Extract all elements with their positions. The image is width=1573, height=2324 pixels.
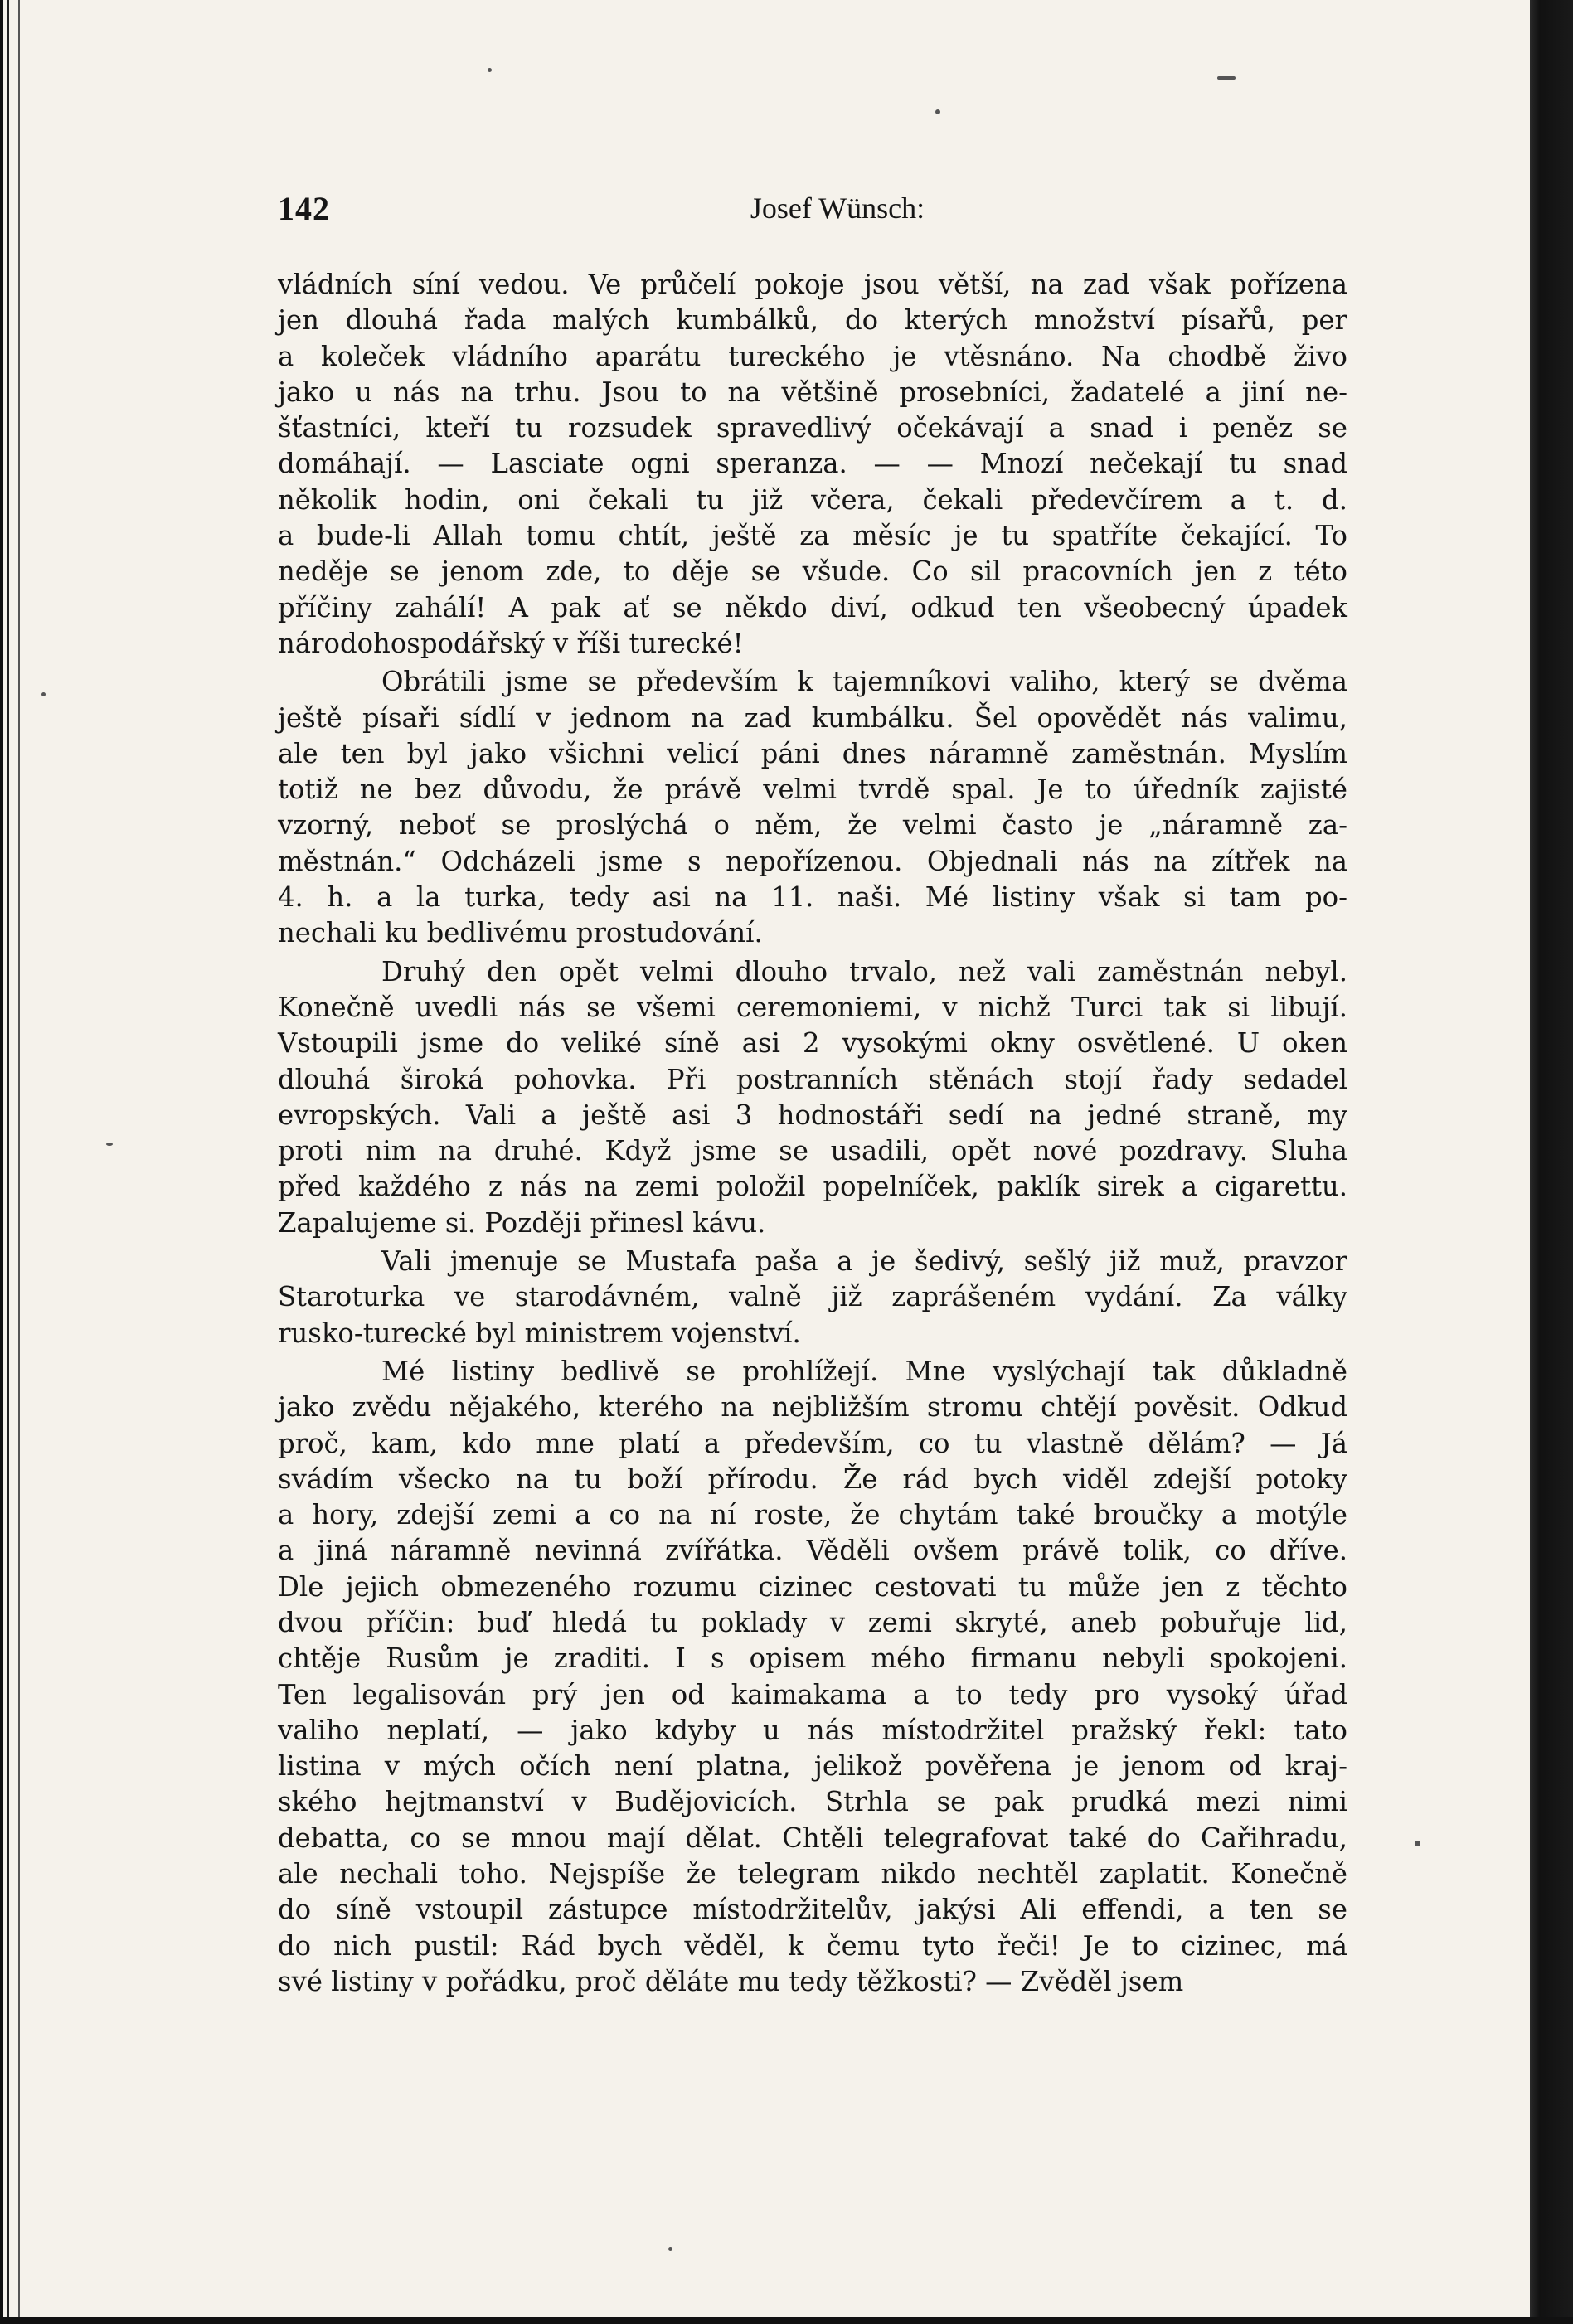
text-line: vládních síní vedou. Ve průčelí pokoje jsou větší, na zad však pořízena [278, 269, 1347, 300]
text-line: Ten legalisován prý jen od kaimakama a to tedy pro vysoký úřad [278, 1678, 1347, 1710]
text-line: vzorný, neboť se proslýchá o něm, že velmi často je „náramně za- [278, 809, 1347, 842]
text-line: chtěje Rusům je zraditi. I s opisem mého firmanu nebyli spokojeni. [278, 1642, 1347, 1675]
text-line: jen dlouhá řada malých kumbálků, do kterých množství písařů, per [278, 304, 1347, 337]
scan-speck [1217, 76, 1236, 80]
scan-speck [668, 2247, 672, 2251]
text-line: proti nim na druhé. Když jsme se usadili, opět nové pozdravy. Sluha [278, 1135, 1347, 1167]
text-line: několik hodin, oni čekali tu již včera, čekali předevčírem a t. d. [278, 483, 1347, 516]
text-line: do nich pustil: Rád bych věděl, k čemu tyto řeči! Je to cizinec, má [278, 1929, 1347, 1962]
text-line: Obrátili jsme se především k tajemníkovi valiho, který se dvěma [381, 666, 1347, 698]
text-line: a hory, zdejší zemi a co na ní roste, že chytám také broučky a motýle [278, 1499, 1347, 1531]
page-number: 142 [278, 190, 330, 227]
text-line: Dle jejich obmezeného rozumu cizinec cestovati tu může jen z těchto [278, 1570, 1347, 1603]
text-line: Druhý den opět velmi dlouho trvalo, než vali zaměstnán nebyl. [381, 955, 1347, 987]
paragraph [278, 267, 1347, 662]
text-line: a koleček vládního aparátu tureckého je vtěsnáno. Na chodbě živo [278, 340, 1347, 372]
text-line: Vstoupili jsme do veliké síně asi 2 vysokými okny osvětlené. U oken [278, 1027, 1347, 1060]
text-line: Mé listiny bedlivě se prohlížejí. Mne vyslýchají tak důkladně [381, 1355, 1347, 1387]
text-line: ského hejtmanství v Budějovicích. Strhla se pak prudká mezi nimi [278, 1786, 1347, 1818]
text-line: neděje se jenom zde, to děje se všude. Co sil pracovních jen z této [278, 556, 1347, 588]
paragraph [278, 954, 1347, 1241]
page-left-edge [0, 0, 13, 2324]
paragraph [278, 1354, 1347, 2000]
scan-speck [935, 109, 940, 114]
text-line: a jiná náramně nevinná zvířátka. Věděli ovšem právě tolik, co dříve. [278, 1535, 1347, 1567]
text-line: nechali ku bedlivému prostudování. [278, 917, 763, 949]
text-line: jako zvědu nějakého, kterého na nejbližším stromu chtějí pověsit. Odkud [278, 1391, 1347, 1424]
text-line: dlouhá široká pohovka. Při postranních stěnách stojí řady sedadel [278, 1063, 1347, 1095]
body-text [278, 267, 1347, 2000]
text-line: ale nechali toho. Nejspíše že telegram nikdo nechtěl zaplatit. Konečně [278, 1858, 1347, 1890]
text-line: ale ten byl jako všichni velicí páni dnes náramně zaměstnán. Myslím [278, 737, 1347, 769]
text-line: listina v mých očích není platna, jelikož pověřena je jenom od kraj- [278, 1750, 1347, 1783]
page-bottom-edge [0, 2317, 1573, 2324]
text-line: dvou příčin: buď hledá tu poklady v zemi skryté, aneb pobuřuje lid, [278, 1606, 1347, 1638]
text-line: proč, kam, kdo mne platí a především, co tu vlastně dělám? — Já [278, 1427, 1347, 1459]
scan-speck [41, 692, 46, 696]
scan-speck [488, 68, 492, 72]
text-line: debatta, co se mnou mají dělat. Chtěli telegrafovat také do Cařihradu, [278, 1822, 1347, 1854]
text-line: valiho neplatí, — jako kdyby u nás místodržitel pražský řekl: tato [278, 1714, 1347, 1746]
text-line: evropských. Vali a ještě asi 3 hodnostáři sedí na jedné straně, my [278, 1099, 1347, 1131]
text-line: 4. h. a la turka, tedy asi na 11. naši. Mé listiny však si tam po- [278, 881, 1347, 914]
text-line: Staroturka ve starodávném, valně již zaprášeném vydání. Za války [278, 1281, 1347, 1313]
page-header [278, 189, 1347, 230]
text-line: Vali jmenuje se Mustafa paša a je šedivý, sešlý již muž, pravzor [381, 1245, 1347, 1278]
text-line: své listiny v pořádku, proč děláte mu tedy těžkosti? — Zvěděl jsem [278, 1965, 1184, 1997]
text-line: národohospodářský v říši turecké! [278, 627, 744, 659]
text-line: jako u nás na trhu. Jsou to na většině prosebníci, žadatelé a jiní ne- [278, 376, 1347, 408]
text-line: rusko-turecké byl ministrem vojenství. [278, 1317, 801, 1349]
text-line: svádím všecko na tu boží přírodu. Že rád bych viděl zdejší potoky [278, 1463, 1347, 1495]
running-title: Josef Wünsch: [750, 192, 925, 225]
text-line: domáhají. — Lasciate ogni speranza. — — Mnozí nečekají tu snad [278, 448, 1347, 480]
text-line: před každého z nás na zemi položil popelníček, paklík sirek a cigarettu. [278, 1171, 1347, 1203]
text-line: a bude-li Allah tomu chtít, ještě za měsíc je tu spatříte čekající. To [278, 520, 1347, 552]
scan-speck [1415, 1841, 1420, 1846]
page-right-edge [1515, 0, 1573, 2324]
text-line: ještě písaři sídlí v jednom na zad kumbálku. Šel opovědět nás valimu, [278, 701, 1347, 734]
page-left-edge-line [18, 0, 20, 2324]
text-line: šťastníci, kteří tu rozsudek spravedlivý očekávají a snad i peněz se [278, 412, 1347, 444]
paragraph [278, 1244, 1347, 1351]
text-line: Zapalujeme si. Později přinesl kávu. [278, 1206, 766, 1239]
paragraph [278, 664, 1347, 951]
text-line: příčiny zahálí! A pak ať se někdo diví, odkud ten všeobecný úpadek [278, 591, 1347, 623]
text-line: totiž ne bez důvodu, že právě velmi tvrdě spal. Je to úředník zajisté [278, 774, 1347, 806]
text-line: městnán.“ Odcházeli jsme s nepořízenou. Objednali nás na zítřek na [278, 845, 1347, 877]
scan-speck [106, 1143, 113, 1146]
text-line: Konečně uvedli nás se všemi ceremoniemi, v nichž Turci tak si libují. [278, 991, 1347, 1023]
text-line: do síně vstoupil zástupce místodržitelův, jakýsi Ali effendi, a ten se [278, 1894, 1347, 1926]
